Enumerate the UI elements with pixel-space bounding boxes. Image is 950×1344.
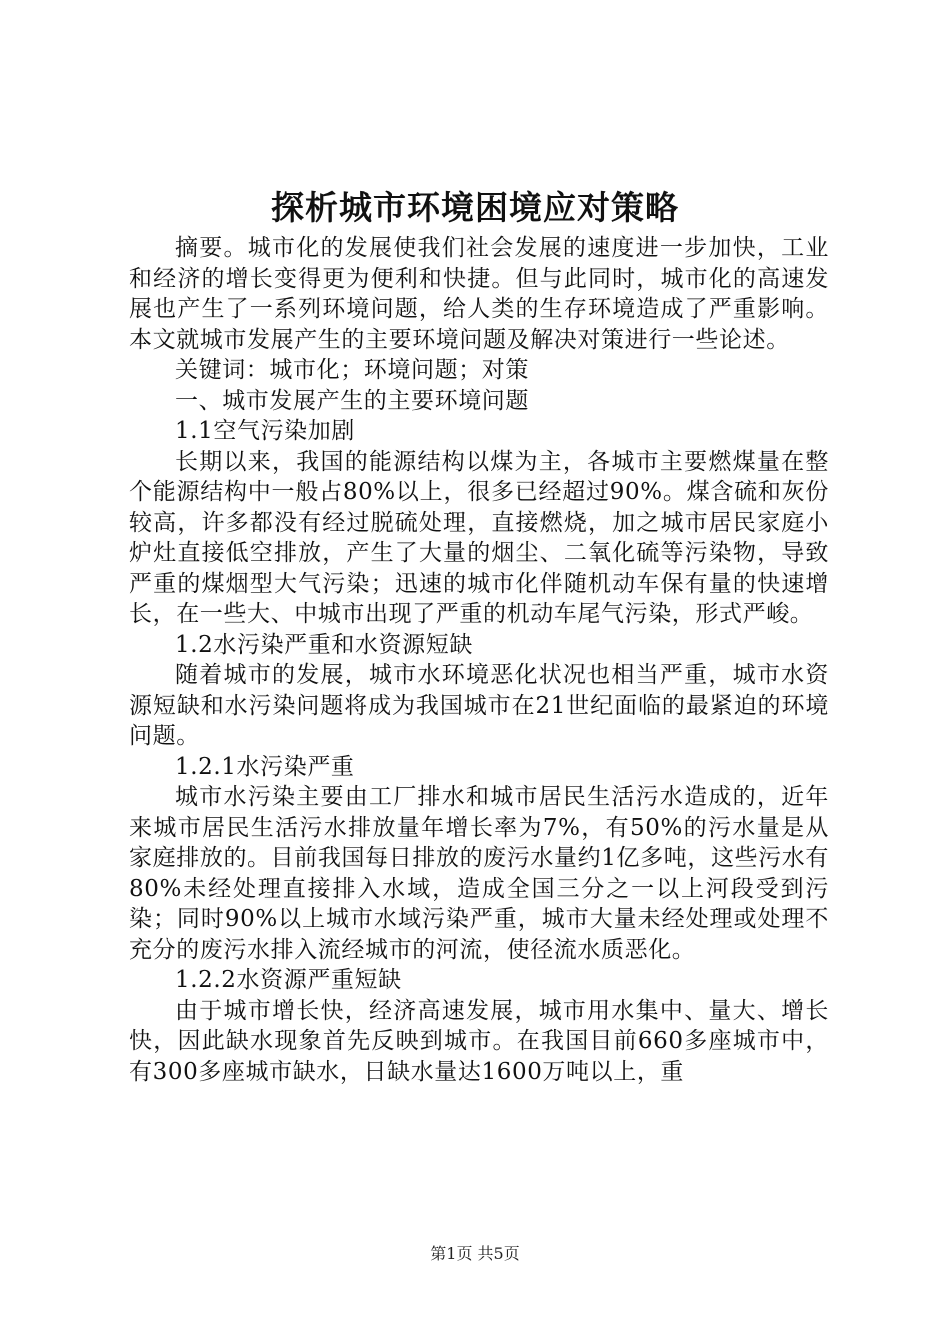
section-heading: 一、城市发展产生的主要环境问题: [175, 387, 529, 414]
document-body: [129, 233, 829, 1087]
abstract-paragraph: 摘要。城市化的发展使我们社会发展的速度进一步加快，工业和经济的增长变得更为便利和快捷。但与此同时，城市化的高速发展也产生了一系列环境问题，给人类的生存环境造成了严重影响。本文就城市发展产生的主要环境问题及解决对策进行一些论述。: [129, 235, 829, 353]
body-paragraph: 长期以来，我国的能源结构以煤为主，各城市主要燃煤量在整个能源结构中一般占80%以上，很多已经超过90%。煤含硫和灰份较高，许多都没有经过脱硫处理，直接燃烧，加之城市居民家庭小炉灶直接低空排放，产生了大量的烟尘、二氧化硫等污染物，导致严重的煤烟型大气污染；迅速的城市化伴随机动车保有量的快速增长，在一些大、中城市出现了严重的机动车尾气污染，形式严峻。: [129, 448, 829, 627]
subsection-heading: 1.1空气污染加剧: [175, 418, 355, 444]
subsection-heading: 1.2水污染严重和水资源短缺: [175, 631, 473, 658]
body-paragraph: 由于城市增长快，经济高速发展，城市用水集中、量大、增长快，因此缺水现象首先反映到城市。在我国目前660多座城市中，有300多座城市缺水，日缺水量达1600万吨以上，重: [129, 997, 829, 1085]
document-title: 探析城市环境困境应对策略: [271, 188, 679, 227]
subsection-heading: 1.2.2水资源严重短缺: [175, 967, 402, 993]
subsection-heading: 1.2.1水污染严重: [175, 753, 355, 780]
keywords-line: 关键词：城市化；环境问题；对策: [175, 357, 529, 383]
body-paragraph: 城市水污染主要由工厂排水和城市居民生活污水造成的，近年来城市居民生活污水排放量年增长率为7%，有50%的污水量是从家庭排放的。目前我国每日排放的废污水量约1亿多吨，这些污水有80%未经处理直接排入水域，造成全国三分之一以上河段受到污染；同时90%以上城市水域污染严重，城市大量未经处理或处理不充分的废污水排入流经城市的河流，使径流水质恶化。: [129, 784, 829, 963]
page-number-footer: 第1页 共5页: [430, 1244, 520, 1263]
body-paragraph: 随着城市的发展，城市水环境恶化状况也相当严重，城市水资源短缺和水污染问题将成为我国城市在21世纪面临的最紧迫的环境问题。: [129, 662, 829, 749]
